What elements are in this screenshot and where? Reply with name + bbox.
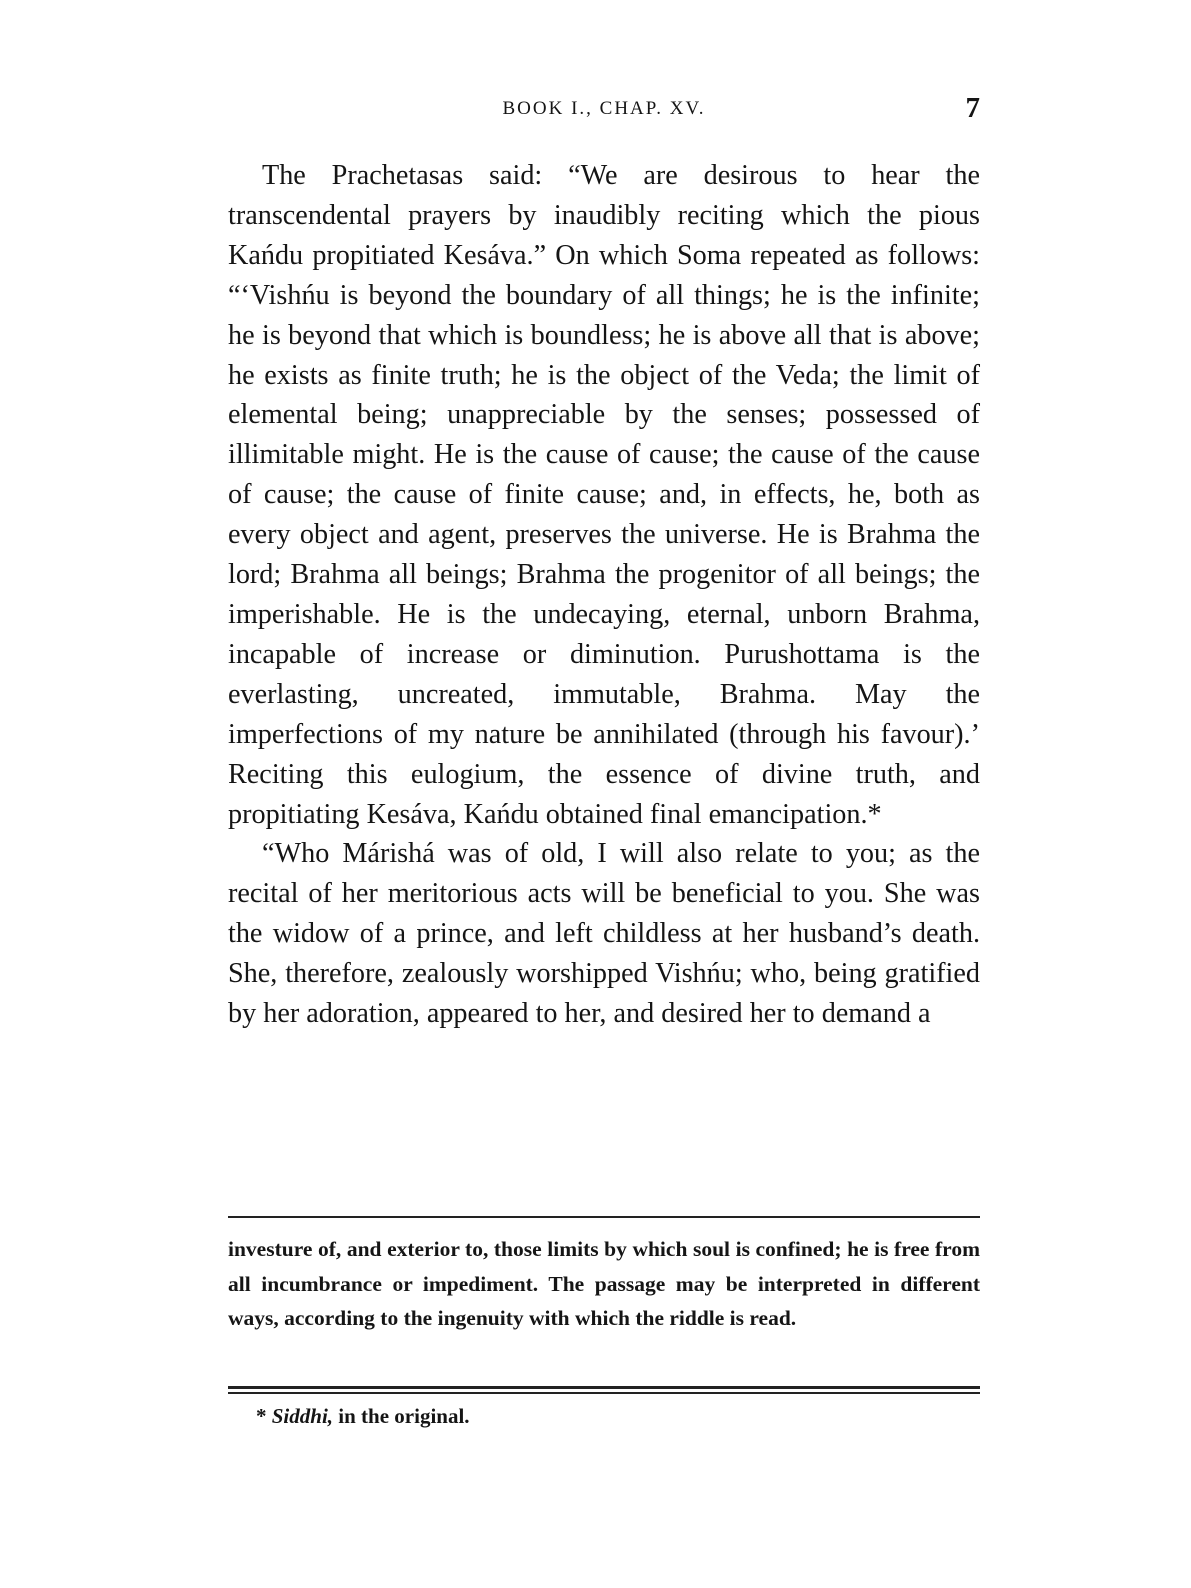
page-header — [228, 92, 980, 132]
double-rule-upper — [228, 1386, 980, 1389]
paragraph: The Prachetasas said: “We are desirous to hear the transcendental prayers by inaudibly reciting which the pious Kańdu propitiated Kesáva.” On which Soma repeated as follows: “‘Vishńu is beyond the boundary of all things; he is the infinite; he is beyond that which is boundless; he is above all that is above; he exists as finite truth; he is the object of the Veda; the limit of elemental being; unappreciable by the senses; possessed of illimitable might. He is the cause of cause; the cause of the cause of cause; the cause of finite cause; and, in effects, he, both as every object and agent, preserves the universe. He is Brahma the lord; Brahma all beings; Brahma the progenitor of all beings; the imperishable. He is the undecaying, eternal, unborn Brahma, incapable of increase or diminution. Purushottama is the everlasting, uncreated, immutable, Brahma. May the imperfections of my nature be annihilated (through his favour).’ Reciting this eulogium, the essence of divine truth, and propitiating Kesáva, Kańdu obtained final emancipation.* — [228, 160, 980, 830]
main-text — [228, 156, 980, 1034]
footnote-marker: * — [256, 1404, 267, 1428]
double-rule-lower — [228, 1392, 980, 1394]
footnote-separator — [228, 1216, 980, 1218]
paragraph: “Who Márishá was of old, I will also relate to you; as the recital of her meritorious acts will be beneficial to you. She was the widow of a prince, and left childless at her husband’s death. She, therefore, zealously worshipped Vishńu; who, being gratified by her adoration, appeared to her, and desired her to demand a — [228, 838, 980, 1030]
footnote-text: in the original. — [338, 1404, 470, 1428]
page-number: 7 — [965, 92, 980, 124]
footnote-continued: investure of, and exterior to, those limits by which soul is confined; he is free from all incumbrance or impediment. The passage may be interpreted in different ways, according to the ingenuity with which the riddle is read. — [228, 1237, 980, 1330]
running-head: BOOK I., CHAP. XV. — [502, 98, 706, 119]
footnote — [256, 1404, 470, 1429]
footnote-term: Siddhi, — [271, 1404, 334, 1428]
